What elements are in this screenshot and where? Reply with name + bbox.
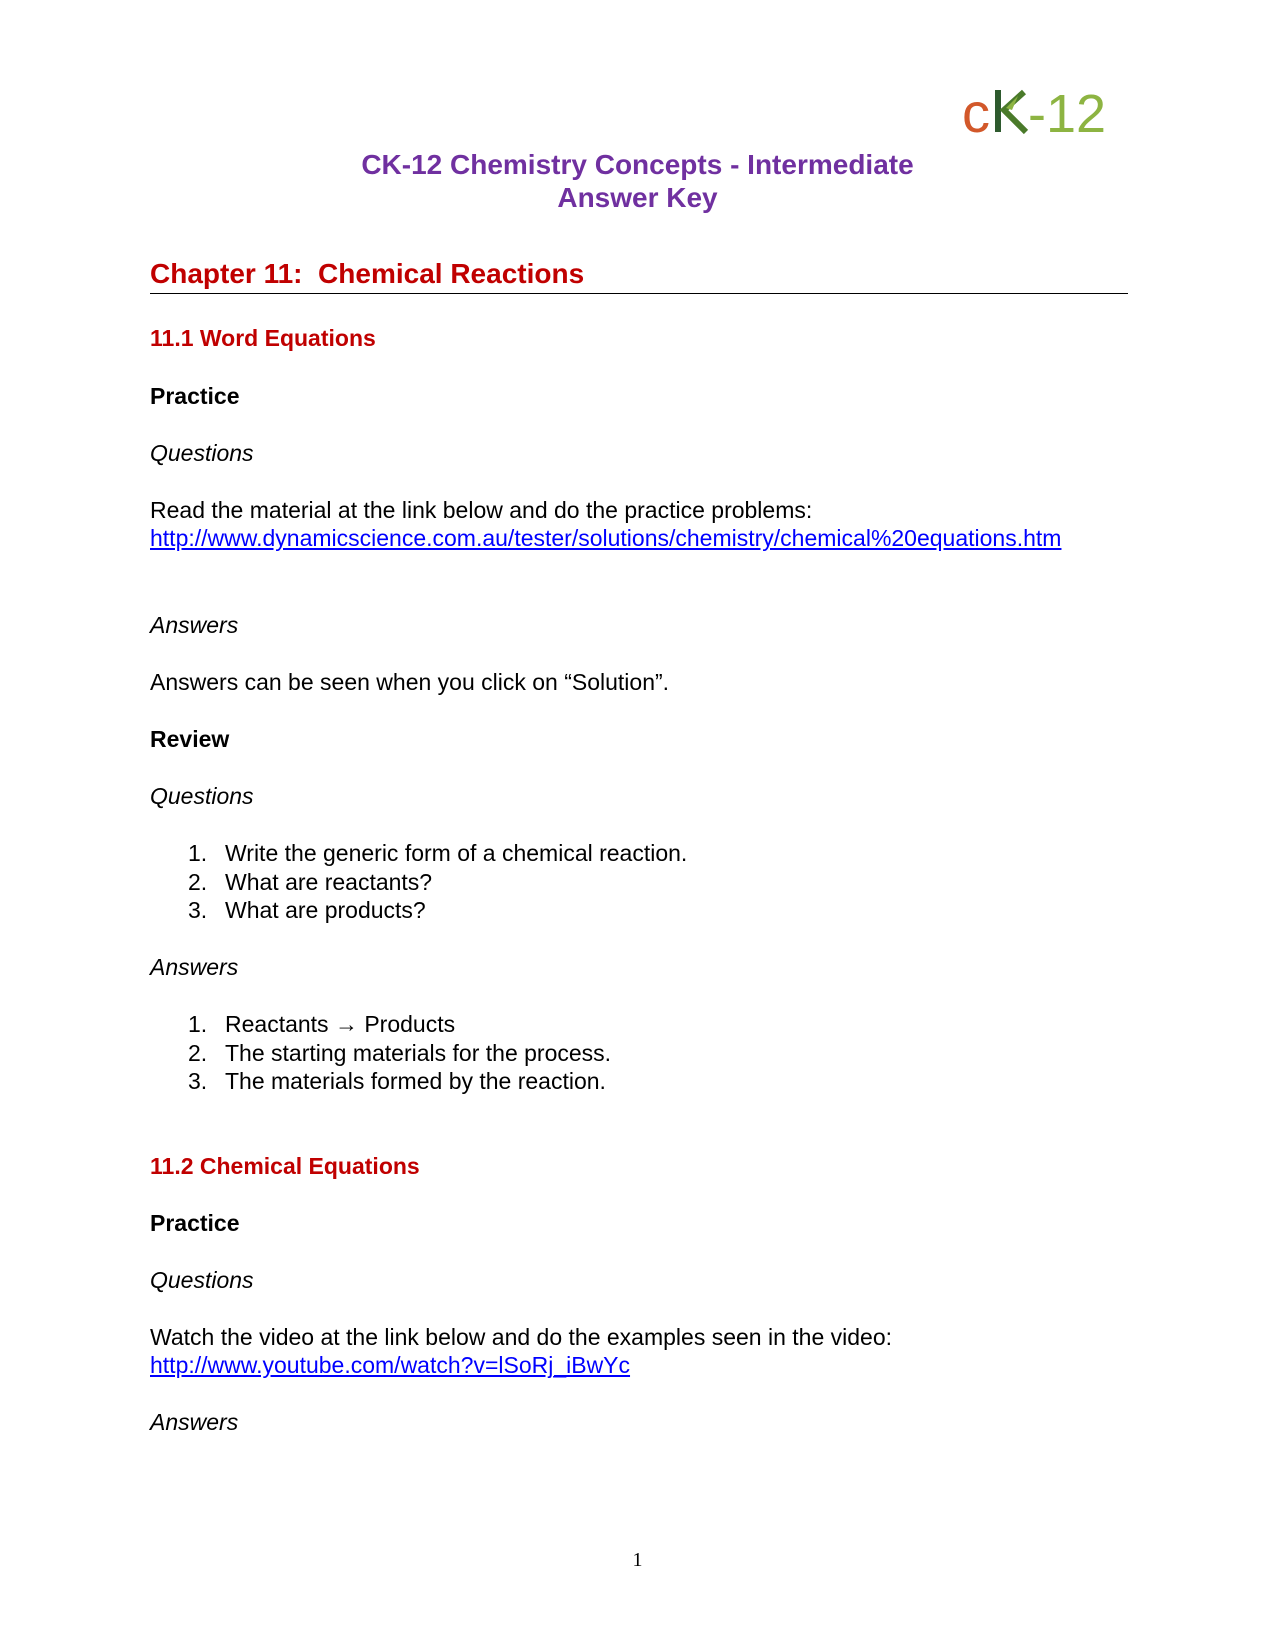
review-heading: Review [150, 726, 230, 752]
review-questions-label: Questions [150, 783, 254, 809]
review-answers-label: Answers [150, 954, 239, 980]
svg-text:c: c [962, 81, 990, 144]
practice-instruction: Watch the video at the link below and do the examples seen in the video: [150, 1324, 892, 1350]
practice-heading: Practice [150, 383, 240, 409]
chapter-heading: Chapter 11: Chemical Reactions [150, 258, 585, 289]
practice-answer-text: Answers can be seen when you click on “Solution”. [150, 669, 670, 695]
review-answers-list [150, 1010, 611, 1096]
chapter-divider [150, 293, 1128, 294]
questions-label: Questions [150, 1267, 254, 1293]
list-item: 3. The materials formed by the reaction. [188, 1068, 606, 1094]
practice-link[interactable]: http://www.dynamicscience.com.au/tester/solutions/chemistry/chemical%20equations.htm [150, 525, 1062, 551]
section-heading-11-1: 11.1 Word Equations [150, 325, 376, 351]
list-item: 2. The starting materials for the process. [188, 1039, 612, 1066]
practice-heading: Practice [150, 1210, 240, 1236]
list-item: 1. Reactants → Products [188, 1011, 456, 1037]
list-item: 1. Write the generic form of a chemical reaction. [188, 840, 688, 866]
video-link[interactable]: http://www.youtube.com/watch?v=lSoRj_iBwYc [150, 1352, 631, 1378]
document-title-line1: CK-12 Chemistry Concepts - Intermediate [361, 149, 914, 180]
ck12-logo [962, 80, 1112, 144]
section-heading-11-2: 11.2 Chemical Equations [150, 1153, 420, 1179]
list-item: 3. What are products? [188, 897, 426, 923]
practice-instruction: Read the material at the link below and do the practice problems: [150, 497, 813, 523]
page-number: 1 [632, 1549, 643, 1571]
ck12-logo-graphic [962, 80, 1112, 144]
answers-label: Answers [150, 612, 239, 638]
svg-text:-12: -12 [1028, 84, 1107, 144]
answers-label: Answers [150, 1409, 239, 1435]
document-title-line2: Answer Key [557, 182, 718, 213]
list-item: 2. What are reactants? [188, 868, 433, 895]
review-questions-list [150, 839, 687, 925]
questions-label: Questions [150, 440, 254, 466]
